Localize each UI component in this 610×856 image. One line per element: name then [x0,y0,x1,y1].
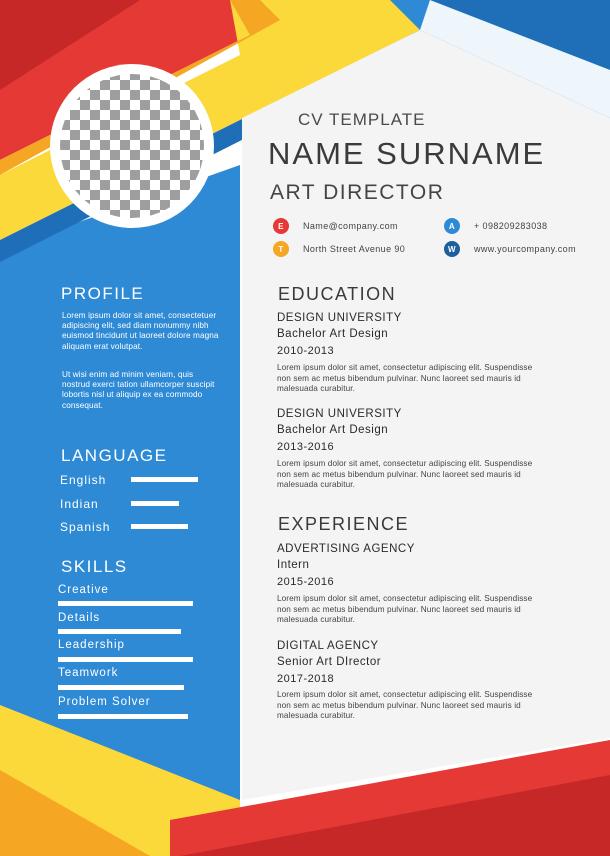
language-label: English [60,473,107,487]
contact-address [273,241,405,257]
contact-phone-text: + 098209283038 [474,221,548,231]
skill-bar [58,714,188,719]
experience-1-description: Lorem ipsum dolor sit amet, consectetur adipiscing elit. Suspendisse non sem ac metus bibendum pulvinar. Nunc laoreet sed mauris id malesuada curabitur. [277,594,533,624]
website-icon: W [444,241,460,257]
skill-label: Leadership [58,639,125,651]
contact-website [444,241,576,257]
experience-1-years: 2015-2016 [277,576,335,588]
skill-bar [58,601,193,606]
profile-heading: PROFILE [61,284,145,303]
language-label: Spanish [60,520,111,534]
language-bar [131,524,188,529]
cv-label: CV TEMPLATE [298,110,426,129]
experience-1-title: ADVERTISING AGENCY [277,543,415,555]
skill-bar [58,685,184,690]
job-title: ART DIRECTOR [270,181,445,204]
contact-email-text: Name@company.com [303,221,398,231]
phone-icon: A [444,218,460,234]
experience-1-position: Intern [277,559,310,571]
experience-heading: EXPERIENCE [278,514,410,534]
experience-2-position: Senior Art DIrector [277,656,382,668]
skill-bar [58,629,181,634]
experience-2-title: DIGITAL AGENCY [277,640,379,652]
education-2-years: 2013-2016 [277,441,335,453]
language-bar [131,477,198,482]
language-label: Indian [60,497,99,511]
contact-phone [444,218,547,234]
contact-email [273,218,398,234]
education-2-title: DESIGN UNIVERSITY [277,408,402,420]
experience-2-description: Lorem ipsum dolor sit amet, consectetur adipiscing elit. Suspendisse non sem ac metus bibendum pulvinar. Nunc laoreet sed mauris id malesuada curabitur. [277,690,533,720]
education-2-description: Lorem ipsum dolor sit amet, consectetur adipiscing elit. Suspendisse non sem ac metus bibendum pulvinar. Nunc laoreet sed mauris id malesuada curabitur. [277,459,533,489]
name-title: NAME SURNAME [268,136,546,171]
education-1-title: DESIGN UNIVERSITY [277,312,402,324]
education-1-degree: Bachelor Art Design [277,328,389,340]
skills-heading: SKILLS [61,557,128,576]
profile-text-2: Ut wisi enim ad minim veniam, quis nostrud exerci tation ullamcorper suscipit lobortis nisl ut aliquip ex ea commodo consequat. [62,370,215,410]
contact-address-text: North Street Avenue 90 [303,244,406,254]
skill-label: Problem Solver [58,696,151,708]
language-heading: LANGUAGE [61,446,168,465]
address-icon: T [273,241,289,257]
skill-bar [58,657,193,662]
skill-label: Details [58,612,101,624]
language-bar [131,501,179,506]
skill-label: Teamwork [58,667,119,679]
education-1-years: 2010-2013 [277,345,335,357]
skill-label: Creative [58,584,109,596]
contact-website-text: www.yourcompany.com [474,244,576,254]
education-2-degree: Bachelor Art Design [277,424,389,436]
email-icon: E [273,218,289,234]
profile-text-1: Lorem ipsum dolor sit amet, consectetuer adipiscing elit, sed diam nonummy nibh euismod tincidunt ut laoreet dolore magna aliquam erat volutpat. [62,311,219,351]
education-heading: EDUCATION [278,284,397,304]
experience-2-years: 2017-2018 [277,673,335,685]
education-1-description: Lorem ipsum dolor sit amet, consectetur adipiscing elit. Suspendisse non sem ac metus bibendum pulvinar. Nunc laoreet sed mauris id malesuada curabitur. [277,363,533,393]
